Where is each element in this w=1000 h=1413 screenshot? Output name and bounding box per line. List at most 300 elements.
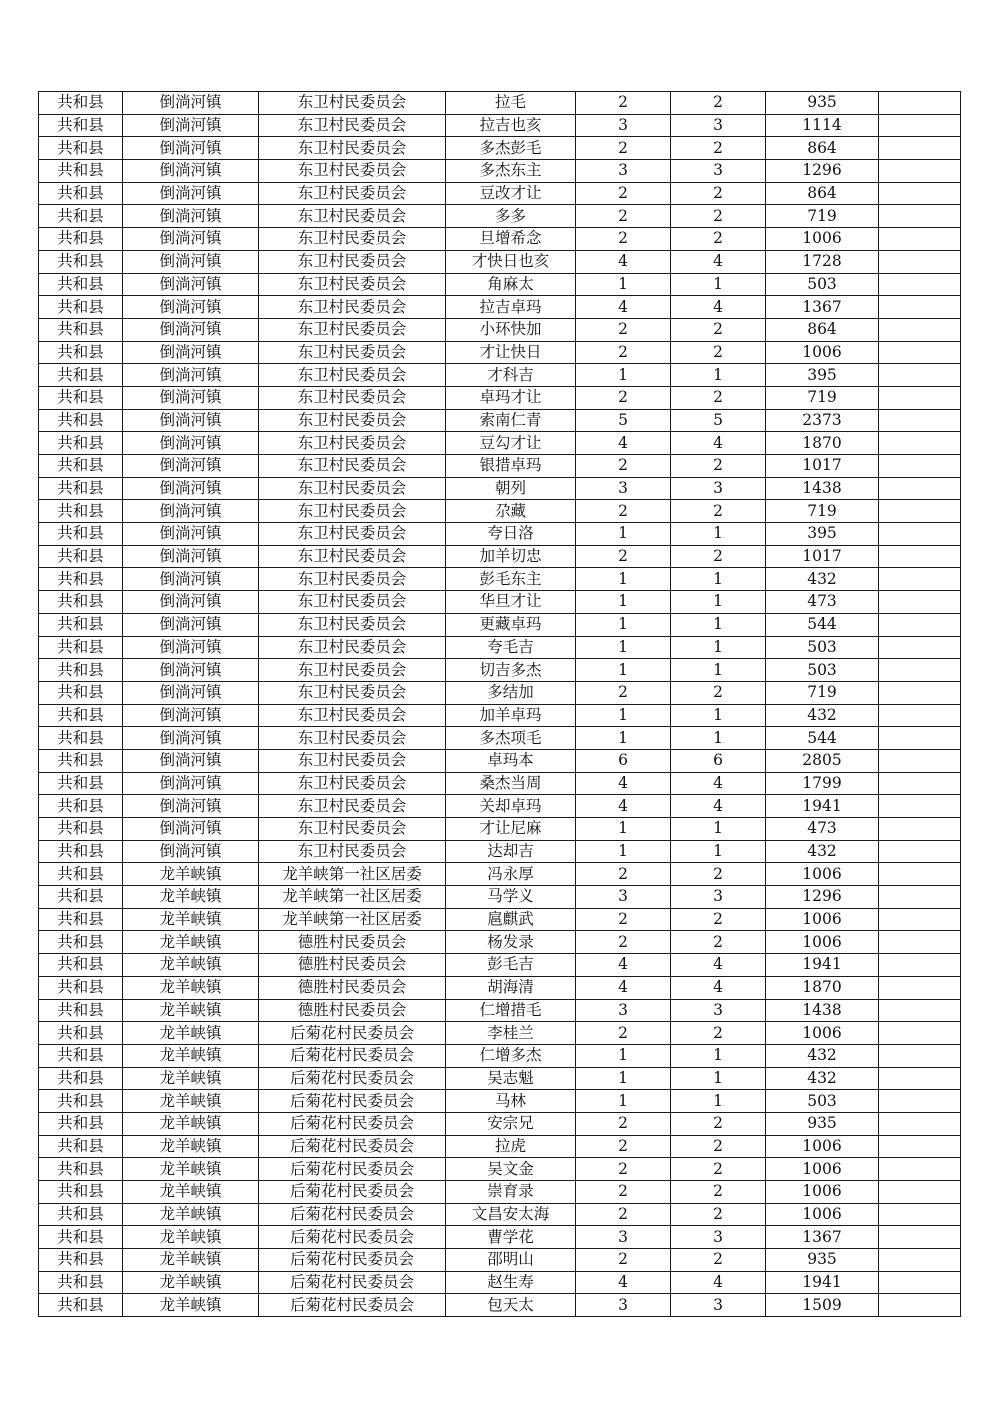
committee-cell: 东卫村民委员会 bbox=[259, 704, 446, 727]
table-row bbox=[39, 1022, 961, 1045]
committee-cell: 东卫村民委员会 bbox=[259, 681, 446, 704]
town-cell: 龙羊峡镇 bbox=[123, 1112, 259, 1135]
amount-cell: 432 bbox=[766, 568, 879, 591]
town-cell: 倒淌河镇 bbox=[123, 114, 259, 137]
amount-cell: 395 bbox=[766, 364, 879, 387]
committee-cell: 东卫村民委员会 bbox=[259, 432, 446, 455]
name-cell: 尕藏 bbox=[446, 500, 576, 523]
table-row bbox=[39, 1226, 961, 1249]
county-cell: 共和县 bbox=[39, 613, 123, 636]
name-cell: 索南仁青 bbox=[446, 409, 576, 432]
table-row bbox=[39, 1090, 961, 1113]
household-size-cell: 4 bbox=[576, 772, 671, 795]
household-size-cell: 4 bbox=[576, 432, 671, 455]
remark-cell bbox=[879, 795, 961, 818]
table-row bbox=[39, 704, 961, 727]
count-cell: 2 bbox=[671, 1022, 766, 1045]
household-size-cell: 2 bbox=[576, 92, 671, 115]
town-cell: 倒淌河镇 bbox=[123, 613, 259, 636]
household-size-cell: 2 bbox=[576, 908, 671, 931]
remark-cell bbox=[879, 704, 961, 727]
amount-cell: 864 bbox=[766, 182, 879, 205]
remark-cell bbox=[879, 1158, 961, 1181]
remark-cell bbox=[879, 681, 961, 704]
household-size-cell: 2 bbox=[576, 1135, 671, 1158]
count-cell: 3 bbox=[671, 1226, 766, 1249]
count-cell: 1 bbox=[671, 727, 766, 750]
amount-cell: 473 bbox=[766, 591, 879, 614]
table-row bbox=[39, 749, 961, 772]
remark-cell bbox=[879, 772, 961, 795]
committee-cell: 东卫村民委员会 bbox=[259, 795, 446, 818]
name-cell: 多杰彭毛 bbox=[446, 137, 576, 160]
county-cell: 共和县 bbox=[39, 545, 123, 568]
amount-cell: 1941 bbox=[766, 954, 879, 977]
county-cell: 共和县 bbox=[39, 228, 123, 251]
name-cell: 冯永厚 bbox=[446, 863, 576, 886]
town-cell: 龙羊峡镇 bbox=[123, 1203, 259, 1226]
count-cell: 3 bbox=[671, 477, 766, 500]
count-cell: 2 bbox=[671, 1112, 766, 1135]
household-size-cell: 2 bbox=[576, 1203, 671, 1226]
amount-cell: 1006 bbox=[766, 908, 879, 931]
count-cell: 4 bbox=[671, 250, 766, 273]
town-cell: 倒淌河镇 bbox=[123, 659, 259, 682]
table-row bbox=[39, 500, 961, 523]
remark-cell bbox=[879, 591, 961, 614]
table-row bbox=[39, 523, 961, 546]
amount-cell: 1296 bbox=[766, 160, 879, 183]
remark-cell bbox=[879, 1090, 961, 1113]
count-cell: 2 bbox=[671, 863, 766, 886]
remark-cell bbox=[879, 455, 961, 478]
count-cell: 1 bbox=[671, 1067, 766, 1090]
household-size-cell: 1 bbox=[576, 840, 671, 863]
committee-cell: 东卫村民委员会 bbox=[259, 545, 446, 568]
table-row bbox=[39, 1203, 961, 1226]
count-cell: 4 bbox=[671, 1271, 766, 1294]
name-cell: 多结加 bbox=[446, 681, 576, 704]
county-cell: 共和县 bbox=[39, 1067, 123, 1090]
amount-cell: 1296 bbox=[766, 886, 879, 909]
name-cell: 才让尼麻 bbox=[446, 818, 576, 841]
county-cell: 共和县 bbox=[39, 500, 123, 523]
name-cell: 拉吉也亥 bbox=[446, 114, 576, 137]
amount-cell: 1799 bbox=[766, 772, 879, 795]
household-size-cell: 1 bbox=[576, 523, 671, 546]
count-cell: 2 bbox=[671, 137, 766, 160]
household-size-cell: 2 bbox=[576, 500, 671, 523]
committee-cell: 德胜村民委员会 bbox=[259, 976, 446, 999]
town-cell: 龙羊峡镇 bbox=[123, 863, 259, 886]
remark-cell bbox=[879, 1044, 961, 1067]
remark-cell bbox=[879, 1112, 961, 1135]
remark-cell bbox=[879, 840, 961, 863]
committee-cell: 后菊花村民委员会 bbox=[259, 1181, 446, 1204]
household-size-cell: 4 bbox=[576, 250, 671, 273]
town-cell: 倒淌河镇 bbox=[123, 250, 259, 273]
table-row bbox=[39, 250, 961, 273]
town-cell: 龙羊峡镇 bbox=[123, 1249, 259, 1272]
remark-cell bbox=[879, 1135, 961, 1158]
county-cell: 共和县 bbox=[39, 409, 123, 432]
town-cell: 龙羊峡镇 bbox=[123, 1294, 259, 1317]
remark-cell bbox=[879, 250, 961, 273]
county-cell: 共和县 bbox=[39, 386, 123, 409]
county-cell: 共和县 bbox=[39, 250, 123, 273]
town-cell: 倒淌河镇 bbox=[123, 92, 259, 115]
town-cell: 龙羊峡镇 bbox=[123, 1226, 259, 1249]
county-cell: 共和县 bbox=[39, 636, 123, 659]
household-size-cell: 3 bbox=[576, 114, 671, 137]
remark-cell bbox=[879, 205, 961, 228]
table-row bbox=[39, 477, 961, 500]
county-cell: 共和县 bbox=[39, 273, 123, 296]
table-row bbox=[39, 205, 961, 228]
count-cell: 2 bbox=[671, 182, 766, 205]
county-cell: 共和县 bbox=[39, 455, 123, 478]
amount-cell: 1728 bbox=[766, 250, 879, 273]
county-cell: 共和县 bbox=[39, 749, 123, 772]
name-cell: 邵明山 bbox=[446, 1249, 576, 1272]
remark-cell bbox=[879, 318, 961, 341]
town-cell: 倒淌河镇 bbox=[123, 228, 259, 251]
amount-cell: 935 bbox=[766, 1112, 879, 1135]
town-cell: 倒淌河镇 bbox=[123, 205, 259, 228]
count-cell: 1 bbox=[671, 273, 766, 296]
town-cell: 倒淌河镇 bbox=[123, 749, 259, 772]
count-cell: 1 bbox=[671, 523, 766, 546]
name-cell: 李桂兰 bbox=[446, 1022, 576, 1045]
count-cell: 2 bbox=[671, 500, 766, 523]
name-cell: 关却卓玛 bbox=[446, 795, 576, 818]
remark-cell bbox=[879, 341, 961, 364]
name-cell: 仁增多杰 bbox=[446, 1044, 576, 1067]
name-cell: 曹学花 bbox=[446, 1226, 576, 1249]
household-size-cell: 1 bbox=[576, 1044, 671, 1067]
table-row bbox=[39, 999, 961, 1022]
name-cell: 桑杰当周 bbox=[446, 772, 576, 795]
count-cell: 1 bbox=[671, 659, 766, 682]
table-row bbox=[39, 976, 961, 999]
town-cell: 倒淌河镇 bbox=[123, 636, 259, 659]
count-cell: 1 bbox=[671, 840, 766, 863]
household-size-cell: 3 bbox=[576, 477, 671, 500]
table-row bbox=[39, 636, 961, 659]
town-cell: 倒淌河镇 bbox=[123, 160, 259, 183]
committee-cell: 东卫村民委员会 bbox=[259, 500, 446, 523]
county-cell: 共和县 bbox=[39, 523, 123, 546]
county-cell: 共和县 bbox=[39, 931, 123, 954]
town-cell: 倒淌河镇 bbox=[123, 364, 259, 387]
committee-cell: 德胜村民委员会 bbox=[259, 954, 446, 977]
committee-cell: 后菊花村民委员会 bbox=[259, 1022, 446, 1045]
town-cell: 龙羊峡镇 bbox=[123, 931, 259, 954]
household-size-cell: 1 bbox=[576, 1067, 671, 1090]
committee-cell: 东卫村民委员会 bbox=[259, 749, 446, 772]
count-cell: 2 bbox=[671, 1135, 766, 1158]
town-cell: 倒淌河镇 bbox=[123, 137, 259, 160]
remark-cell bbox=[879, 659, 961, 682]
town-cell: 龙羊峡镇 bbox=[123, 1271, 259, 1294]
county-cell: 共和县 bbox=[39, 704, 123, 727]
committee-cell: 龙羊峡第一社区居委 bbox=[259, 863, 446, 886]
amount-cell: 2805 bbox=[766, 749, 879, 772]
amount-cell: 719 bbox=[766, 205, 879, 228]
town-cell: 倒淌河镇 bbox=[123, 591, 259, 614]
county-cell: 共和县 bbox=[39, 818, 123, 841]
table-row bbox=[39, 727, 961, 750]
committee-cell: 东卫村民委员会 bbox=[259, 523, 446, 546]
town-cell: 倒淌河镇 bbox=[123, 477, 259, 500]
name-cell: 文昌安太海 bbox=[446, 1203, 576, 1226]
remark-cell bbox=[879, 1249, 961, 1272]
committee-cell: 东卫村民委员会 bbox=[259, 613, 446, 636]
town-cell: 倒淌河镇 bbox=[123, 545, 259, 568]
household-size-cell: 4 bbox=[576, 976, 671, 999]
name-cell: 银措卓玛 bbox=[446, 455, 576, 478]
count-cell: 1 bbox=[671, 568, 766, 591]
amount-cell: 864 bbox=[766, 318, 879, 341]
committee-cell: 龙羊峡第一社区居委 bbox=[259, 886, 446, 909]
amount-cell: 719 bbox=[766, 386, 879, 409]
household-size-cell: 2 bbox=[576, 455, 671, 478]
name-cell: 达却吉 bbox=[446, 840, 576, 863]
town-cell: 倒淌河镇 bbox=[123, 386, 259, 409]
table-row bbox=[39, 1112, 961, 1135]
table-row bbox=[39, 409, 961, 432]
amount-cell: 503 bbox=[766, 273, 879, 296]
town-cell: 龙羊峡镇 bbox=[123, 1158, 259, 1181]
household-size-cell: 3 bbox=[576, 1226, 671, 1249]
count-cell: 2 bbox=[671, 1158, 766, 1181]
name-cell: 夸毛吉 bbox=[446, 636, 576, 659]
committee-cell: 后菊花村民委员会 bbox=[259, 1249, 446, 1272]
household-size-cell: 2 bbox=[576, 681, 671, 704]
town-cell: 龙羊峡镇 bbox=[123, 976, 259, 999]
name-cell: 吴志魁 bbox=[446, 1067, 576, 1090]
amount-cell: 1941 bbox=[766, 1271, 879, 1294]
town-cell: 倒淌河镇 bbox=[123, 681, 259, 704]
town-cell: 倒淌河镇 bbox=[123, 500, 259, 523]
county-cell: 共和县 bbox=[39, 1271, 123, 1294]
count-cell: 2 bbox=[671, 545, 766, 568]
remark-cell bbox=[879, 954, 961, 977]
table-row bbox=[39, 1271, 961, 1294]
county-cell: 共和县 bbox=[39, 1090, 123, 1113]
household-size-cell: 1 bbox=[576, 273, 671, 296]
committee-cell: 东卫村民委员会 bbox=[259, 477, 446, 500]
remark-cell bbox=[879, 999, 961, 1022]
committee-cell: 东卫村民委员会 bbox=[259, 840, 446, 863]
amount-cell: 395 bbox=[766, 523, 879, 546]
county-cell: 共和县 bbox=[39, 886, 123, 909]
town-cell: 倒淌河镇 bbox=[123, 318, 259, 341]
name-cell: 马林 bbox=[446, 1090, 576, 1113]
name-cell: 包天太 bbox=[446, 1294, 576, 1317]
table-row bbox=[39, 137, 961, 160]
name-cell: 彭毛吉 bbox=[446, 954, 576, 977]
county-cell: 共和县 bbox=[39, 568, 123, 591]
table-row bbox=[39, 228, 961, 251]
remark-cell bbox=[879, 364, 961, 387]
count-cell: 1 bbox=[671, 613, 766, 636]
amount-cell: 1006 bbox=[766, 863, 879, 886]
town-cell: 倒淌河镇 bbox=[123, 341, 259, 364]
remark-cell bbox=[879, 432, 961, 455]
table-row bbox=[39, 591, 961, 614]
table-row bbox=[39, 1067, 961, 1090]
amount-cell: 1006 bbox=[766, 931, 879, 954]
town-cell: 倒淌河镇 bbox=[123, 296, 259, 319]
remark-cell bbox=[879, 409, 961, 432]
name-cell: 才快日也亥 bbox=[446, 250, 576, 273]
name-cell: 拉毛 bbox=[446, 92, 576, 115]
table-row bbox=[39, 931, 961, 954]
table-row bbox=[39, 386, 961, 409]
remark-cell bbox=[879, 1271, 961, 1294]
county-cell: 共和县 bbox=[39, 1158, 123, 1181]
county-cell: 共和县 bbox=[39, 160, 123, 183]
amount-cell: 2373 bbox=[766, 409, 879, 432]
table-row bbox=[39, 545, 961, 568]
count-cell: 2 bbox=[671, 908, 766, 931]
remark-cell bbox=[879, 386, 961, 409]
town-cell: 龙羊峡镇 bbox=[123, 1067, 259, 1090]
count-cell: 4 bbox=[671, 296, 766, 319]
committee-cell: 东卫村民委员会 bbox=[259, 386, 446, 409]
committee-cell: 东卫村民委员会 bbox=[259, 364, 446, 387]
county-cell: 共和县 bbox=[39, 182, 123, 205]
committee-cell: 东卫村民委员会 bbox=[259, 568, 446, 591]
table-row bbox=[39, 160, 961, 183]
amount-cell: 1438 bbox=[766, 999, 879, 1022]
town-cell: 倒淌河镇 bbox=[123, 409, 259, 432]
household-size-cell: 1 bbox=[576, 591, 671, 614]
amount-cell: 432 bbox=[766, 704, 879, 727]
committee-cell: 东卫村民委员会 bbox=[259, 318, 446, 341]
table-row bbox=[39, 1294, 961, 1317]
household-size-cell: 2 bbox=[576, 1112, 671, 1135]
table-row bbox=[39, 795, 961, 818]
household-size-cell: 2 bbox=[576, 863, 671, 886]
table-row bbox=[39, 1158, 961, 1181]
count-cell: 2 bbox=[671, 228, 766, 251]
town-cell: 龙羊峡镇 bbox=[123, 1135, 259, 1158]
count-cell: 2 bbox=[671, 205, 766, 228]
name-cell: 切吉多杰 bbox=[446, 659, 576, 682]
name-cell: 华旦才让 bbox=[446, 591, 576, 614]
data-table bbox=[38, 91, 961, 1317]
remark-cell bbox=[879, 727, 961, 750]
amount-cell: 935 bbox=[766, 1249, 879, 1272]
amount-cell: 1006 bbox=[766, 228, 879, 251]
amount-cell: 864 bbox=[766, 137, 879, 160]
count-cell: 4 bbox=[671, 772, 766, 795]
committee-cell: 东卫村民委员会 bbox=[259, 727, 446, 750]
table-row bbox=[39, 296, 961, 319]
committee-cell: 德胜村民委员会 bbox=[259, 999, 446, 1022]
county-cell: 共和县 bbox=[39, 591, 123, 614]
household-size-cell: 2 bbox=[576, 1022, 671, 1045]
county-cell: 共和县 bbox=[39, 318, 123, 341]
remark-cell bbox=[879, 545, 961, 568]
amount-cell: 1006 bbox=[766, 1203, 879, 1226]
town-cell: 倒淌河镇 bbox=[123, 432, 259, 455]
count-cell: 1 bbox=[671, 364, 766, 387]
town-cell: 龙羊峡镇 bbox=[123, 1090, 259, 1113]
committee-cell: 后菊花村民委员会 bbox=[259, 1271, 446, 1294]
household-size-cell: 2 bbox=[576, 341, 671, 364]
committee-cell: 东卫村民委员会 bbox=[259, 114, 446, 137]
name-cell: 更藏卓玛 bbox=[446, 613, 576, 636]
committee-cell: 东卫村民委员会 bbox=[259, 250, 446, 273]
amount-cell: 544 bbox=[766, 727, 879, 750]
name-cell: 多杰东主 bbox=[446, 160, 576, 183]
amount-cell: 1006 bbox=[766, 341, 879, 364]
county-cell: 共和县 bbox=[39, 137, 123, 160]
town-cell: 龙羊峡镇 bbox=[123, 1181, 259, 1204]
household-size-cell: 6 bbox=[576, 749, 671, 772]
remark-cell bbox=[879, 92, 961, 115]
committee-cell: 东卫村民委员会 bbox=[259, 182, 446, 205]
name-cell: 崇育录 bbox=[446, 1181, 576, 1204]
name-cell: 卓玛本 bbox=[446, 749, 576, 772]
name-cell: 杨发录 bbox=[446, 931, 576, 954]
household-size-cell: 3 bbox=[576, 160, 671, 183]
committee-cell: 东卫村民委员会 bbox=[259, 160, 446, 183]
remark-cell bbox=[879, 137, 961, 160]
committee-cell: 东卫村民委员会 bbox=[259, 455, 446, 478]
table-row bbox=[39, 908, 961, 931]
count-cell: 1 bbox=[671, 1090, 766, 1113]
name-cell: 彭毛东主 bbox=[446, 568, 576, 591]
household-size-cell: 2 bbox=[576, 386, 671, 409]
county-cell: 共和县 bbox=[39, 432, 123, 455]
count-cell: 3 bbox=[671, 1294, 766, 1317]
amount-cell: 1006 bbox=[766, 1181, 879, 1204]
remark-cell bbox=[879, 613, 961, 636]
amount-cell: 1367 bbox=[766, 1226, 879, 1249]
county-cell: 共和县 bbox=[39, 477, 123, 500]
county-cell: 共和县 bbox=[39, 772, 123, 795]
table-row bbox=[39, 954, 961, 977]
amount-cell: 1941 bbox=[766, 795, 879, 818]
household-size-cell: 2 bbox=[576, 1158, 671, 1181]
committee-cell: 后菊花村民委员会 bbox=[259, 1203, 446, 1226]
committee-cell: 后菊花村民委员会 bbox=[259, 1090, 446, 1113]
amount-cell: 432 bbox=[766, 1067, 879, 1090]
amount-cell: 1870 bbox=[766, 976, 879, 999]
table-row bbox=[39, 772, 961, 795]
table-row bbox=[39, 455, 961, 478]
amount-cell: 1114 bbox=[766, 114, 879, 137]
town-cell: 倒淌河镇 bbox=[123, 795, 259, 818]
count-cell: 4 bbox=[671, 432, 766, 455]
name-cell: 卓玛才让 bbox=[446, 386, 576, 409]
household-size-cell: 2 bbox=[576, 318, 671, 341]
name-cell: 马学义 bbox=[446, 886, 576, 909]
county-cell: 共和县 bbox=[39, 1022, 123, 1045]
committee-cell: 东卫村民委员会 bbox=[259, 296, 446, 319]
remark-cell bbox=[879, 818, 961, 841]
table-row bbox=[39, 1135, 961, 1158]
household-size-cell: 2 bbox=[576, 545, 671, 568]
table-row bbox=[39, 273, 961, 296]
household-size-cell: 2 bbox=[576, 228, 671, 251]
county-cell: 共和县 bbox=[39, 727, 123, 750]
committee-cell: 东卫村民委员会 bbox=[259, 636, 446, 659]
